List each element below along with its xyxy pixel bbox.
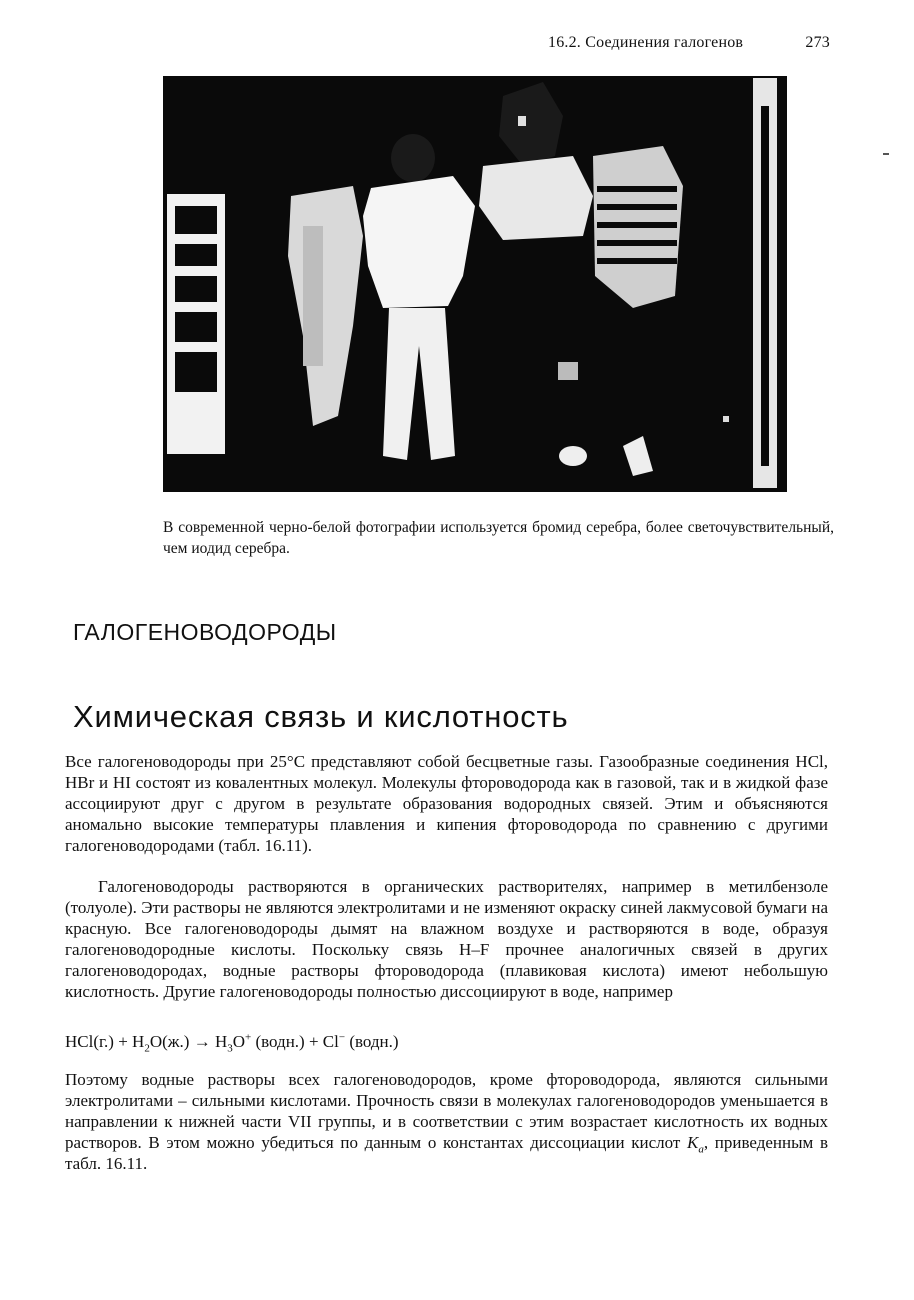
paragraph-3: [65, 1069, 828, 1174]
equation-sub-2: 3: [227, 1042, 233, 1055]
equation-part-1: HCl(г.) + H: [65, 1032, 145, 1051]
equation-part-4: (водн.) + Cl: [251, 1032, 339, 1051]
dissociation-constant-symbol: K: [687, 1133, 699, 1152]
paragraph-3-text-before: Поэтому водные растворы всех галогеноводородов, кроме фтороводорода, являются сильными электролитами – сильными кислотами. Прочность связи в молекулах галогеноводородов уменьшается в направлении к нижней части VII группы, и в соответствии с этим возрастает кислотность их водных растворов. В этом можно убедиться по данным о константах диссоциации кислот: [65, 1070, 828, 1152]
equation-part-3: O: [232, 1032, 245, 1051]
scan-mark: [883, 153, 889, 155]
page-number: 273: [805, 34, 830, 51]
paragraph-1: Все галогеноводороды при 25°С представляют собой бесцветные газы. Газообразные соединения HCl, HBr и HI состоят из ковалентных молекул. Молекулы фтороводорода как в газовой, так и в жидкой фазе ассоциируют друг с другом в результате образования водородных связей. Этим и объясняются аномально высокие температуры плавления и кипения фтороводорода по сравнению с другими галогеноводородами (табл. 16.11).: [65, 752, 828, 855]
paragraph-3-text-after: , приведенным в табл. 16.11.: [65, 1133, 828, 1173]
equation-sup-1: +: [245, 1031, 252, 1044]
equation-part-2: O(ж.) → H: [149, 1032, 228, 1051]
dissociation-constant-subscript: a: [698, 1143, 704, 1156]
paragraph-2: Галогеноводороды растворяются в органических растворителях, например в метилбензоле (толуоле). Эти растворы не являются электролитами и не изменяют окраску синей лакмусовой бумаги на красную. Все галогеноводороды дымят на влажном воздухе и растворяются в воде, образуя галогеноводородные кислоты. Поскольку связь H–F прочнее аналогичных связей в других галогеноводородах, водные растворы фтороводорода (плавиковая кислота) имеют небольшую кислотность. Другие галогеноводороды полностью диссоциируют в воде, например: [65, 877, 828, 1001]
equation-part-5: (водн.): [345, 1032, 399, 1051]
equation-sup-2: −: [338, 1031, 346, 1044]
figure-photo: [163, 76, 787, 492]
equation-sub-1: 2: [144, 1042, 150, 1055]
chemical-equation: [65, 1031, 399, 1055]
figure-caption: В современной черно-белой фотографии используется бромид серебра, более светочувствительный, чем иодид серебра.: [163, 519, 834, 557]
running-header-section-title: 16.2. Соединения галогенов: [548, 34, 744, 51]
section-heading: ГАЛОГЕНОВОДОРОДЫ: [73, 619, 337, 645]
subsection-heading: Химическая связь и кислотность: [73, 699, 569, 734]
